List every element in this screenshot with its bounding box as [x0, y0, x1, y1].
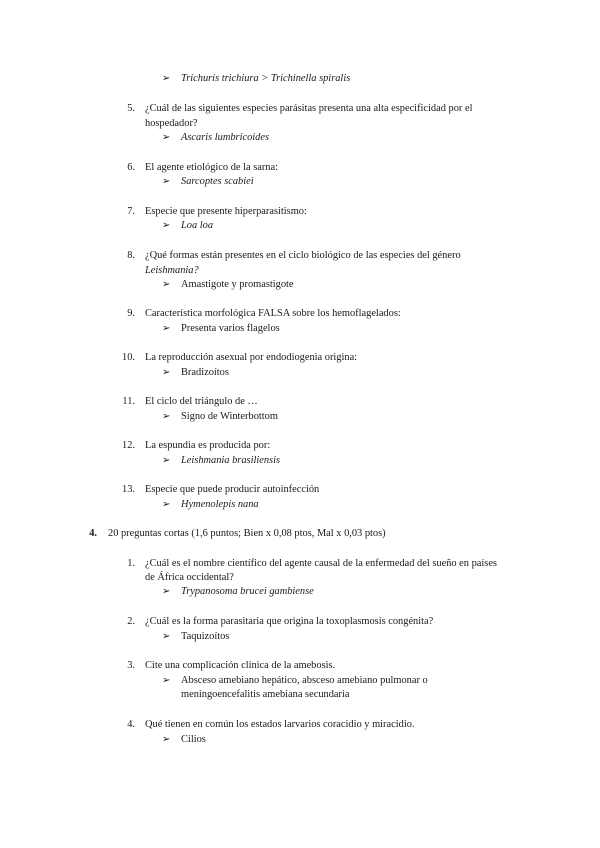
answer-text: Signo de Winterbottom [181, 411, 278, 422]
question-text-cont: Leishmania? [145, 265, 199, 276]
question-text: El ciclo del triángulo de … [145, 396, 258, 407]
arrow-bullet-icon: ➢ [162, 675, 171, 686]
question-number: 4. [127, 719, 135, 730]
arrow-bullet-icon: ➢ [162, 220, 171, 231]
section-number: 4. [89, 528, 97, 539]
answer-text: Hymenolepis nana [181, 499, 259, 510]
arrow-bullet-icon: ➢ [162, 176, 171, 187]
section-title: 20 preguntas cortas (1,6 puntos; Bien x 0,08 ptos, Mal x 0,03 ptos) [108, 528, 386, 539]
question-number: 3. [127, 660, 135, 671]
answer-text: Trichuris trichiura > Trichinella spiralis [181, 73, 351, 84]
arrow-bullet-icon: ➢ [162, 279, 171, 290]
answer-text: Trypanosoma brucei gambiense [181, 586, 314, 597]
arrow-bullet-icon: ➢ [162, 631, 171, 642]
arrow-bullet-icon: ➢ [162, 73, 171, 84]
answer-text: Bradizoítos [181, 367, 229, 378]
question-text: Qué tienen en común los estados larvarios coracidio y miracidio. [145, 719, 415, 730]
answer-text: Loa loa [181, 220, 214, 231]
arrow-bullet-icon: ➢ [162, 586, 171, 597]
question-number: 10. [122, 352, 135, 363]
arrow-bullet-icon: ➢ [162, 411, 171, 422]
arrow-bullet-icon: ➢ [162, 132, 171, 143]
answer-text: Sarcoptes scabiei [181, 176, 254, 187]
question-text: ¿Cuál de las siguientes especies parásitas presenta una alta especificidad por el [145, 103, 473, 114]
question-text-cont: de África occidental? [145, 572, 234, 583]
answer-text: Amastigote y promastigote [181, 279, 294, 290]
question-text: La espundia es producida por: [145, 440, 271, 451]
answer-text: Absceso amebiano hepático, absceso amebiano pulmonar o [181, 675, 428, 686]
question-text: Característica morfológica FALSA sobre los hemoflagelados: [145, 308, 401, 319]
question-text-cont: hospedador? [145, 118, 198, 129]
question-text: Especie que puede producir autoinfección [145, 484, 320, 495]
question-number: 2. [127, 616, 135, 627]
answer-text: Cilios [181, 734, 206, 745]
question-number: 5. [127, 103, 135, 114]
answer-text: Taquizoítos [181, 631, 230, 642]
answer-text: Presenta varios flagelos [181, 323, 280, 334]
arrow-bullet-icon: ➢ [162, 499, 171, 510]
question-number: 7. [127, 206, 135, 217]
arrow-bullet-icon: ➢ [162, 323, 171, 334]
answer-text: Ascaris lumbricoides [181, 132, 270, 143]
answer-text-cont: meningoencefalitis amebiana secundaria [181, 689, 350, 700]
question-number: 1. [127, 558, 135, 569]
question-number: 13. [122, 484, 135, 495]
arrow-bullet-icon: ➢ [162, 734, 171, 745]
question-number: 12. [122, 440, 135, 451]
question-number: 9. [127, 308, 135, 319]
question-text: El agente etiológico de la sarna: [145, 162, 279, 173]
question-number: 8. [127, 250, 135, 261]
question-text: Cite una complicación clínica de la amebosis. [145, 660, 336, 671]
question-text: La reproducción asexual por endodiogenia origina: [145, 352, 358, 363]
question-text: ¿Cuál es el nombre científico del agente causal de la enfermedad del sueño en países [145, 558, 497, 569]
question-text: Especie que presente hiperparasitismo: [145, 206, 307, 217]
question-text: ¿Qué formas están presentes en el ciclo biológico de las especies del género [145, 250, 461, 261]
answer-text: Leishmania brasiliensis [181, 455, 281, 466]
arrow-bullet-icon: ➢ [162, 367, 171, 378]
arrow-bullet-icon: ➢ [162, 455, 171, 466]
question-number: 6. [127, 162, 135, 173]
question-text: ¿Cuál es la forma parasitaria que origina la toxoplasmosis congénita? [145, 616, 434, 627]
question-number: 11. [122, 396, 135, 407]
